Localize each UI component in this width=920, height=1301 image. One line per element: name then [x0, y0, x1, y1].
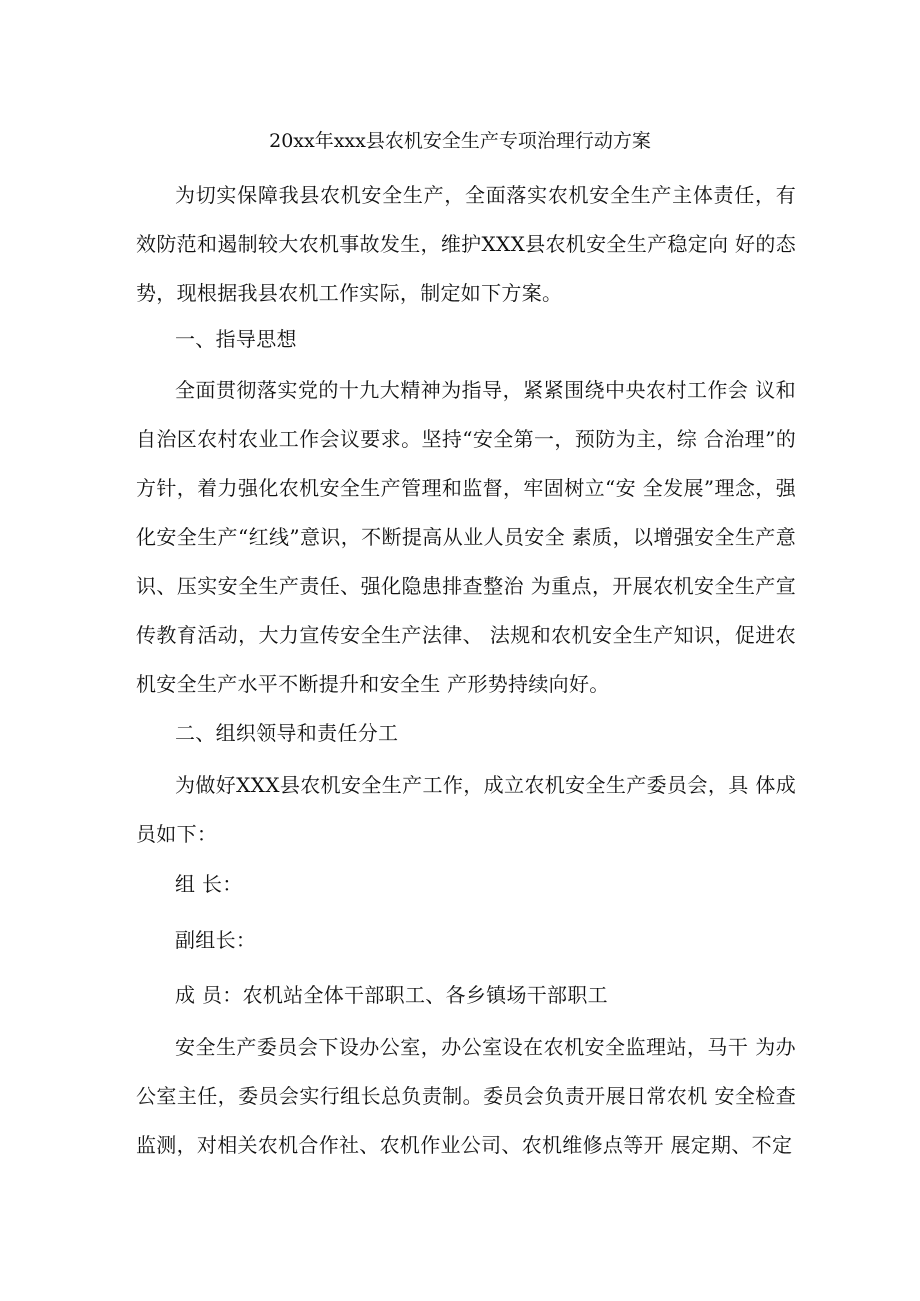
members-line: 成 员：农机站全体干部职工、各乡镇场干部职工 — [175, 983, 608, 1007]
leader-line: 组 长： — [175, 872, 243, 896]
deputy-leader-line: 副组长： — [175, 928, 257, 952]
office-paragraph: 安全生产委员会下设办公室，办公室设在农机安全监理站，马干 为办公室主任，委员会实行组长总负责制。委员会负责开展日常农机 安全检查监测，对相关农机合作社、农机作业公司、农机维修点等开 展定期、不定 — [136, 1035, 796, 1157]
section-1-paragraph: 全面贯彻落实党的十九大精神为指导，紧紧围绕中央农村工作会 议和自治区农村农业工作会议要求。坚持“安全第一，预防为主，综 合治理”的方针，着力强化农机安全生产管理和监督，牢固树立“安 全发展”理念，强化安全生产“红线”意识，不断提高从业人员安全 素质，以增强安全生产意识、压实安全生产责任、强化隐患排查整治 为重点，开展农机安全生产宣传教育活动，大力宣传安全生产法律、 法规和农机安全生产知识，促进农机安全生产水平不断提升和安全生 产形势持续向好。 — [136, 378, 796, 696]
document-title: 20xx年xxx县农机安全生产专项治理行动方案 — [269, 130, 651, 152]
intro-paragraph: 为切实保障我县农机安全生产，全面落实农机安全生产主体责任，有效防范和遏制较大农机事故发生，维护XXX县农机安全生产稳定向 好的态势，现根据我县农机工作实际，制定如下方案。 — [136, 183, 796, 305]
section-2-heading: 二、组织领导和责任分工 — [175, 721, 399, 745]
section-2-paragraph: 为做好XXX县农机安全生产工作，成立农机安全生产委员会，具 体成员如下： — [136, 773, 796, 846]
section-1-heading: 一、指导思想 — [175, 327, 297, 351]
